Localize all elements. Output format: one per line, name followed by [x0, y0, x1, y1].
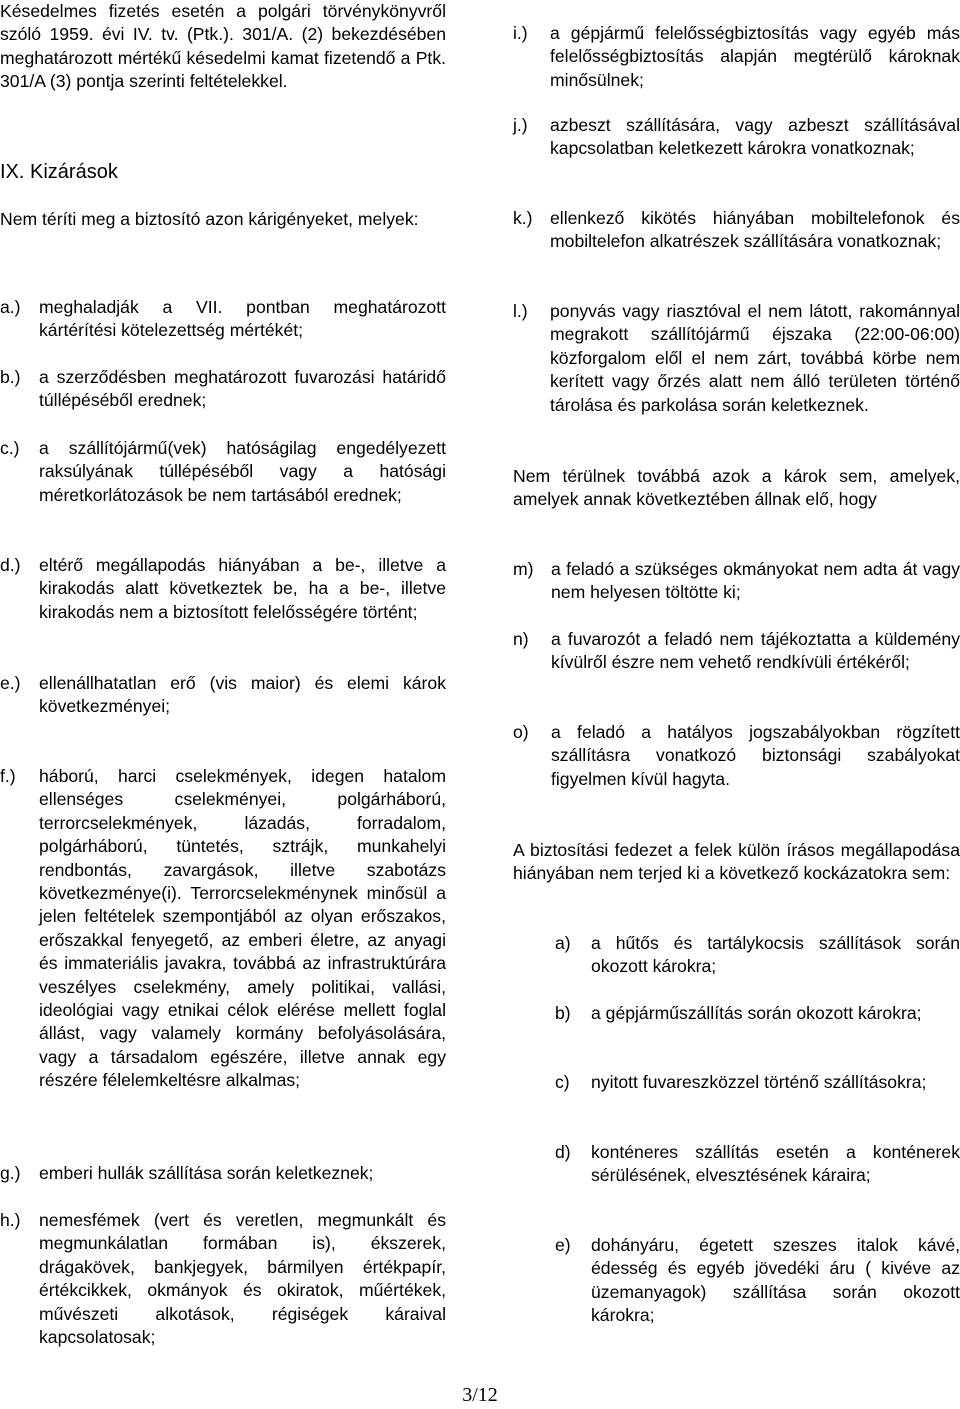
item-text: emberi hullák szállítása során keletkeznek;: [39, 1163, 374, 1183]
list-item: [513, 558, 960, 605]
intro-paragraph: Késedelmes fizetés esetén a polgári törvénykönyvről szóló 1959. évi IV. tv. (Ptk.). 301/A. (2) bekezdésében meghatározott mértékű késedelmi kamat fizetendő a Ptk. 301/A (3) pontja szerinti feltételekkel.: [0, 1, 446, 92]
list-item: [513, 22, 960, 92]
item-text: nemesfémek (vert és veretlen, megmunkált és megmunkálatlan formában is), ékszerek, drágakövek, bankjegyek, bármilyen értékpapír, értékcikkek, okmányok és okiratok, műértékek, művészeti alkotások, régiségek káraival kapcsolatosak;: [39, 1210, 446, 1348]
item-label: g.): [0, 1163, 21, 1183]
item-text: a feladó a szükséges okmányokat nem adta át vagy nem helyesen töltötte ki;: [551, 559, 960, 603]
item-text: meghaladják a VII. pontban meghatározott kártérítési kötelezettség mértékét;: [39, 297, 446, 341]
item-label: c.): [0, 438, 20, 458]
section-heading: IX. Kizárások: [0, 161, 118, 183]
item-label: o): [513, 722, 529, 742]
page-number: 3/12: [462, 1384, 498, 1406]
item-label: d): [555, 1142, 571, 1162]
item-text: a hűtős és tartálykocsis szállítások során okozott károkra;: [591, 933, 960, 977]
item-text: háború, harci cselekmények, idegen hatalom ellenséges cselekményei, polgárháború, terrorcselekmények, lázadás, forradalom, polgárháború, tüntetés, sztrájk, munkahelyi rendbontás, zavargások, illetve szabotázs következménye(i). Terrorcselekménynek minősül a jelen feltételek szempontjából az olyan erőszakos, erőszakkal fenyegető, az emberi életre, az anyagi és immateriális javakra, továbbá az infrastruktúrára veszélyes cselekmény, amely politikai, vallási, ideológiai vagy etnikai célok elérése mellett foglal állást, vagy valamely kormány befolyásolására, vagy a társadalom egészére, illetve annak egy részére félelemkeltésre alkalmas;: [39, 766, 446, 1091]
item-text: ellenállhatatlan erő (vis maior) és elemi károk következményei;: [39, 673, 446, 717]
list-item: [0, 672, 446, 719]
list-item: [513, 114, 960, 161]
item-text: dohányáru, égetett szeszes italok kávé, édesség és egyéb jövedéki áru ( kivéve az üzemanyagok) szállítása során okozott károkra;: [591, 1235, 960, 1326]
item-label: d.): [0, 555, 21, 575]
item-text: a szállítójármű(vek) hatóságilag engedélyezett raksúlyának túllépéséből vagy a hatósági méretkorlátozások be nem tartásából erednek;: [39, 438, 446, 505]
list-item: [513, 300, 960, 417]
list-item: [513, 207, 960, 254]
list-item: [0, 296, 446, 343]
item-text: eltérő megállapodás hiányában a be-, illetve a kirakodás alatt következtek be, ha a be-, illetve kirakodás nem a biztosított felelősségére történt;: [39, 555, 446, 622]
item-label: b.): [0, 367, 21, 387]
item-label: e.): [0, 673, 21, 693]
item-text: ellenkező kikötés hiányában mobiltelefonok és mobiltelefon alkatrészek szállítására vonatkoznak;: [550, 208, 960, 252]
item-text: ponyvás vagy riasztóval el nem látott, rakománnyal megrakott szállítójármű éjszaka (22:00-06:00) közforgalom elől el nem zárt, továbbá körbe nem kerített vagy őrzés alatt nem álló területen történő tárolása és parkolása során keletkeznek.: [550, 301, 960, 415]
item-text: a gépjárműszállítás során okozott károkra;: [591, 1003, 922, 1023]
item-label: j.): [513, 115, 528, 135]
item-label: b): [555, 1003, 571, 1023]
exclusions-paragraph: Nem térülnek továbbá azok a károk sem, amelyek, amelyek annak következtében állnak elő, hogy: [513, 466, 960, 510]
list-item: [0, 366, 446, 413]
item-label: m): [513, 559, 534, 579]
list-item: [0, 1162, 446, 1185]
list-item: [555, 1071, 960, 1094]
item-label: k.): [513, 208, 533, 228]
list-item: [0, 765, 446, 1093]
list-item: [555, 1141, 960, 1188]
list-item: [555, 932, 960, 979]
list-item: [0, 437, 446, 507]
item-text: a szerződésben meghatározott fuvarozási határidő túllépéséből erednek;: [39, 367, 446, 411]
item-text: a feladó a hatályos jogszabályokban rögzített szállításra vonatkozó biztonsági szabályokat figyelmen kívül hagyta.: [551, 722, 960, 789]
item-text: konténeres szállítás esetén a konténerek sérülésének, elvesztésének káraira;: [591, 1142, 960, 1186]
list-item: [555, 1234, 960, 1328]
item-label: l.): [513, 301, 528, 321]
item-label: h.): [0, 1210, 21, 1230]
list-item: [513, 628, 960, 675]
item-text: a gépjármű felelősségbiztosítás vagy egyéb más felelősségbiztosítás alapján megtérülő károknak minősülnek;: [550, 23, 960, 90]
item-label: c): [555, 1072, 570, 1092]
item-label: a): [555, 933, 571, 953]
item-label: f.): [0, 766, 16, 786]
item-label: n): [513, 629, 529, 649]
coverage-paragraph: A biztosítási fedezet a felek külön írásos megállapodása hiányában nem terjed ki a következő kockázatokra sem:: [513, 840, 960, 884]
list-item: [0, 1209, 446, 1349]
list-item: [0, 554, 446, 624]
item-text: a fuvarozót a feladó nem tájékoztatta a küldemény kívülről észre nem vehető rendkívüli értékéről;: [551, 629, 960, 673]
list-item: [555, 1002, 960, 1025]
item-label: e): [555, 1235, 571, 1255]
item-label: i.): [513, 23, 528, 43]
item-text: azbeszt szállítására, vagy azbeszt szállításával kapcsolatban keletkezett károkra vonatkoznak;: [550, 115, 960, 159]
list-item: [513, 721, 960, 791]
item-label: a.): [0, 297, 21, 317]
item-text: nyitott fuvareszközzel történő szállításokra;: [591, 1072, 927, 1092]
lead-paragraph: Nem téríti meg a biztosító azon kárigényeket, melyek:: [0, 209, 419, 229]
